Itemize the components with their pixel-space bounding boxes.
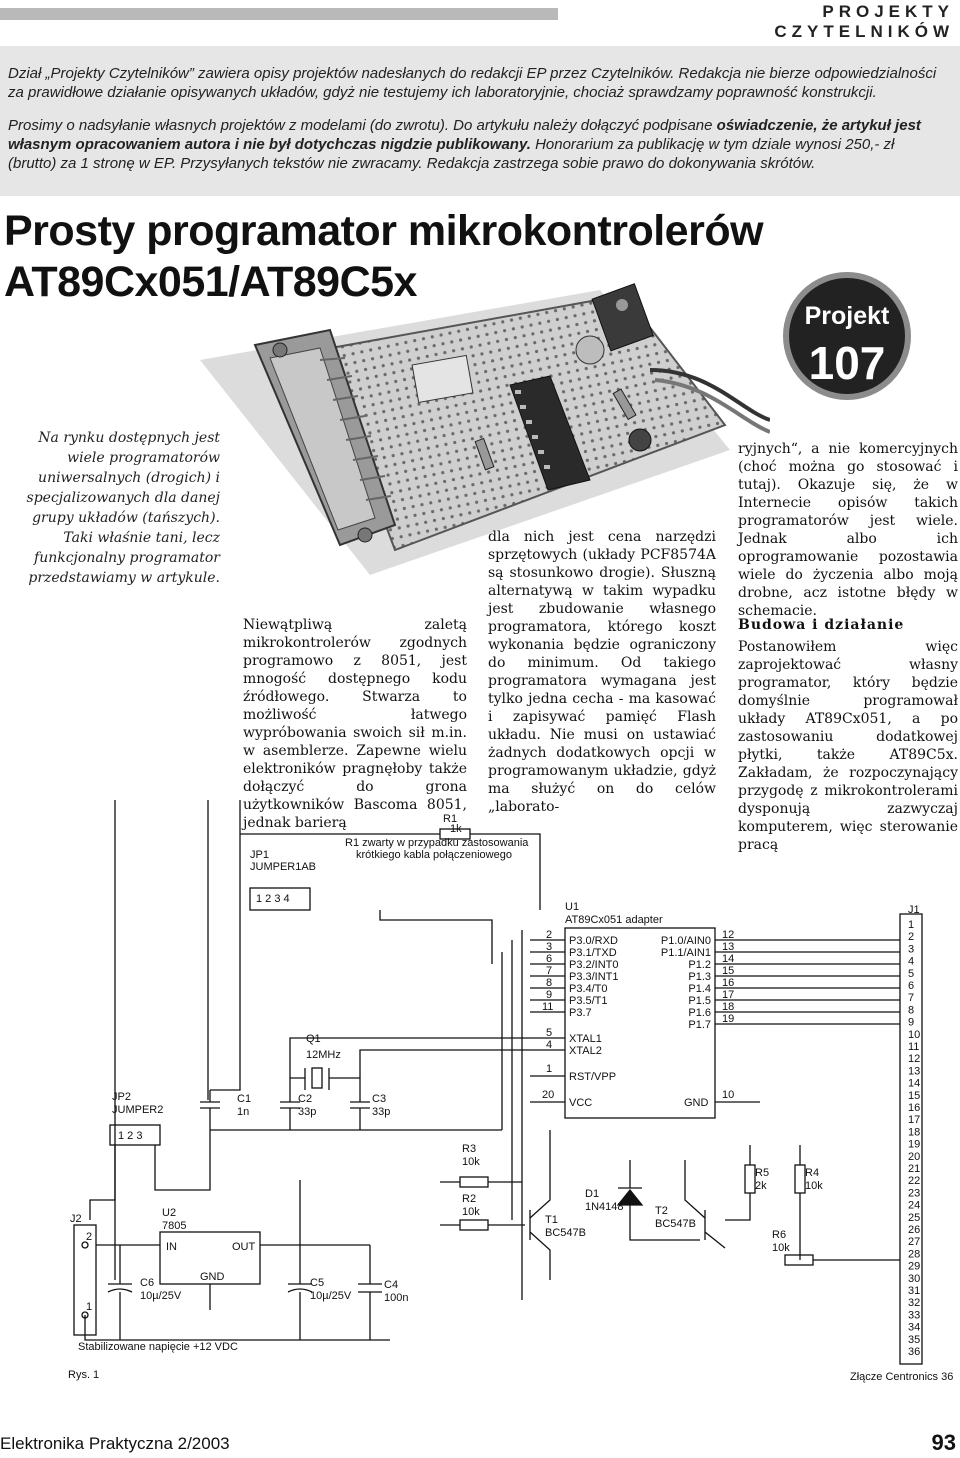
t2-type: BC547B <box>655 1218 696 1230</box>
j1-pin-label: 31 <box>908 1285 921 1297</box>
c4-value: 100n <box>384 1292 409 1304</box>
page-number: 93 <box>931 1430 956 1455</box>
r1-note-1: R1 zwarty w przypadku zastosowania <box>345 837 529 849</box>
u1-left-pins <box>542 929 553 1013</box>
c1-value: 1n <box>237 1106 250 1118</box>
j1-pin-label: 13 <box>908 1065 921 1078</box>
c3-value: 33p <box>372 1106 391 1118</box>
u1-pin-10: 10 <box>722 1089 735 1101</box>
intro-text-a: Prosimy o nadsyłanie własnych projektów z modelami (do zwrotu). Do artykułu należy dołączyć podpisane <box>8 117 717 134</box>
r6-name: R6 <box>772 1229 787 1241</box>
u1-pin-19: 19 <box>722 1013 735 1025</box>
c2-value: 33p <box>298 1106 317 1118</box>
j1-pin-label: 12 <box>908 1053 921 1066</box>
jp2-type: JUMPER2 <box>112 1104 164 1116</box>
lead-paragraph: Na rynku dostępnych jest wiele programatorów uniwersalnych (drogich) i specjalizowanych dla danej grupy układów (tańszych). Taki właśnie tani, lecz funkcjonalny programator przedstawiamy w artykule. <box>26 430 220 586</box>
t1-type: BC547B <box>545 1227 586 1239</box>
supply-note: Stabilizowane napięcie +12 VDC <box>78 1341 238 1353</box>
jp1-name: JP1 <box>250 849 269 861</box>
article-column-2: Niewątpliwą zaletą mikrokontrolerów zgodnych programowo z 8051, jest mnogość dostępnego kodu źródłowego. Stwarza to możliwość łatwego wypróbowania swoich sił m.in. w asemblerze. Zapewne wielu elektroników pragnęłoby także dołączyć do grona użytkowników Bascoma 8051, jednak barierą <box>243 617 467 831</box>
u1-pin-2: 2 <box>546 929 553 941</box>
u1-pin-20: 20 <box>542 1089 555 1101</box>
u1-pin-16: 16 <box>722 977 735 989</box>
u1-pin-1: 1 <box>546 1063 553 1075</box>
t2-name: T2 <box>655 1205 668 1217</box>
u1-right-pins <box>722 929 734 1025</box>
figure-label: Rys. 1 <box>68 1369 100 1381</box>
c4-name: C4 <box>384 1279 399 1291</box>
c5-value: 10µ/25V <box>310 1290 352 1302</box>
u1-label-xtal1: XTAL1 <box>569 1033 602 1045</box>
j1-pin-label: 7 <box>908 992 915 1005</box>
u1-right-labels <box>661 935 711 1031</box>
r1-note-2: krótkiego kabla połączeniowego <box>356 849 512 861</box>
j1-pin-label: 8 <box>908 1004 915 1017</box>
j1-pin-label: 25 <box>908 1211 921 1224</box>
j1-pin-label: 3 <box>908 943 915 956</box>
project-badge <box>783 272 911 400</box>
j1-pin-label: 32 <box>908 1297 921 1310</box>
u1-label-p37: P3.7 <box>569 1007 592 1019</box>
j1-pin-label: 6 <box>908 980 915 992</box>
u1-pin-7: 7 <box>546 965 553 977</box>
jp2-pins: 1 2 3 <box>118 1130 143 1142</box>
j1-pin-label: 9 <box>908 1016 915 1029</box>
u1-pin-15: 15 <box>722 965 735 977</box>
j1-pin-label: 34 <box>908 1321 921 1334</box>
u1-pin-12: 12 <box>722 929 735 941</box>
u1-label-p33: P3.3/INT1 <box>569 971 619 983</box>
intro-text-c: Honorarium za publikację w tym dziale wynosi 250,- zł (brutto) za 1 stronę w EP. Przysyłanych tekstów nie zwracamy. Redakcja zastrzega sobie prawo do dokonywania skrótów. <box>8 136 895 172</box>
r4-value: 10k <box>805 1180 823 1192</box>
j1-pin-label: 4 <box>908 955 915 968</box>
j1-pin-label: 16 <box>908 1102 921 1114</box>
u1-left-labels <box>569 935 619 1019</box>
j2-name: J2 <box>70 1213 82 1225</box>
q1-name: Q1 <box>306 1033 321 1045</box>
u1-pin-18: 18 <box>722 1001 735 1013</box>
j1-pin-label: 19 <box>908 1138 921 1151</box>
u1-label-p11: P1.1/AIN1 <box>660 947 711 959</box>
d1-type: 1N4148 <box>585 1201 624 1213</box>
d1-name: D1 <box>585 1188 600 1200</box>
j1-pin-label: 27 <box>908 1236 921 1249</box>
j1-pin-label: 14 <box>908 1077 921 1090</box>
section-header: PROJEKTY CZYTELNIKÓW <box>774 2 954 41</box>
r2-value: 10k <box>462 1206 480 1218</box>
j1-pin-label: 20 <box>908 1150 921 1163</box>
project-badge-label: Projekt <box>804 302 890 330</box>
u1-pin-6: 6 <box>546 953 553 965</box>
c5-name: C5 <box>310 1277 325 1289</box>
j1-pin-label: 35 <box>908 1333 921 1346</box>
j1-pin-label: 1 <box>908 919 915 931</box>
j1-pin-labels <box>908 919 920 1358</box>
u1-label-p13: P1.3 <box>688 971 711 983</box>
u1-label-p30: P3.0/RXD <box>569 935 618 947</box>
u1-label-p32: P3.2/INT0 <box>569 959 619 971</box>
j1-pin-label: 17 <box>908 1114 921 1127</box>
j1-pin-label: 23 <box>908 1187 921 1200</box>
header-bar <box>0 8 558 20</box>
connector-note: Złącze Centronics 36 <box>850 1371 954 1383</box>
footer-magazine: Elektronika Praktyczna 2/2003 <box>0 1434 230 1453</box>
j1-pin-label: 10 <box>908 1028 921 1041</box>
u2-name: U2 <box>162 1207 177 1219</box>
u1-label-p34: P3.4/T0 <box>569 983 608 995</box>
u1-label-p31: P3.1/TXD <box>569 947 617 959</box>
j1-pin-label: 29 <box>908 1260 921 1273</box>
article-title: Prosty programator mikrokontrolerów <box>4 207 764 255</box>
u1-pin-4: 4 <box>546 1039 553 1051</box>
j2-pin-2: 2 <box>86 1231 93 1243</box>
u1-label-p14: P1.4 <box>688 983 711 995</box>
j1-pin-label: 15 <box>908 1089 921 1102</box>
r2-name: R2 <box>462 1193 477 1205</box>
r6-value: 10k <box>772 1242 790 1254</box>
q1-value: 12MHz <box>306 1049 341 1061</box>
u1-label-p17: P1.7 <box>688 1019 711 1031</box>
u1-pin-11: 11 <box>542 1001 554 1013</box>
r1-value: 1k <box>450 823 462 835</box>
j1-pin-label: 30 <box>908 1272 921 1285</box>
intro-paragraph-1: Dział „Projekty Czytelników” zawiera opisy projektów nadesłanych do redakcji EP przez Czytelników. Redakcja nie bierze odpowiedzialności za prawidłowe działanie opisywanych układów, gdyż nie testujemy ich laboratoryjnie, chociaż sprawdzamy poprawność konstrukcji. <box>8 65 937 101</box>
j1-pin-label: 21 <box>908 1163 921 1175</box>
jp1-pins: 1 2 3 4 <box>256 893 290 905</box>
circuit-schematic <box>60 800 960 1390</box>
u1-pin-8: 8 <box>546 977 553 989</box>
project-badge-number: 107 <box>808 337 886 389</box>
r1-name: R1 <box>443 813 458 825</box>
u1-pin-3: 3 <box>546 941 553 953</box>
c2-name: C2 <box>298 1093 313 1105</box>
u1-label-p35: P3.5/T1 <box>569 995 608 1007</box>
c3-name: C3 <box>372 1093 387 1105</box>
j1-pin-label: 24 <box>908 1199 921 1212</box>
u1-pin-17: 17 <box>722 989 735 1001</box>
j1-name: J1 <box>908 904 920 916</box>
article-subtitle: AT89Cx051/AT89C5x <box>4 258 417 306</box>
j1-pin-label: 33 <box>908 1309 921 1322</box>
j1-pin-label: 36 <box>908 1346 921 1358</box>
u1-type: AT89Cx051 adapter <box>565 914 663 926</box>
r3-value: 10k <box>462 1156 480 1168</box>
section-heading: Budowa i działanie <box>738 617 905 633</box>
u1-label-xtal2: XTAL2 <box>569 1045 602 1057</box>
jp2-name: JP2 <box>112 1091 131 1103</box>
u1-pin-5: 5 <box>546 1027 553 1039</box>
j1-pin-label: 2 <box>908 931 915 944</box>
c6-value: 10µ/25V <box>140 1290 182 1302</box>
c1-name: C1 <box>237 1093 252 1105</box>
r5-value: 2k <box>755 1180 767 1192</box>
j1-pin-label: 28 <box>908 1248 921 1261</box>
j1-pin-label: 26 <box>908 1224 921 1236</box>
u1-pin-9: 9 <box>546 989 553 1001</box>
u1-label-rst: RST/VPP <box>569 1071 617 1083</box>
t1-name: T1 <box>545 1214 558 1226</box>
u1-label-p12: P1.2 <box>688 959 711 971</box>
u1-label-p16: P1.6 <box>688 1007 711 1019</box>
j2-pin-1: 1 <box>86 1301 93 1313</box>
article-column-4b: Postanowiłem więc zaprojektować własny programator, który będzie domyślnie programował układy AT89Cx051, a po zastosowaniu dodatkowej płytki, także AT89C5x. Zakładam, że rozpoczynający przygodę z mikrokontrolerami dysponują zazwyczaj komputerem, więc sterowanie pracą <box>738 639 958 853</box>
u2-in: IN <box>166 1241 177 1253</box>
j1-pin-label: 22 <box>908 1175 921 1188</box>
j1-pin-label: 11 <box>908 1041 920 1053</box>
u1-pin-13: 13 <box>722 941 735 953</box>
u1-label-p10: P1.0/AIN0 <box>660 935 711 947</box>
u1-name: U1 <box>565 901 580 913</box>
c6-name: C6 <box>140 1277 155 1289</box>
intro-paragraph-2 <box>8 116 944 173</box>
u2-gnd: GND <box>200 1271 225 1283</box>
u2-out: OUT <box>232 1241 256 1253</box>
u1-label-vcc: VCC <box>569 1097 593 1109</box>
r4-name: R4 <box>805 1167 820 1179</box>
intro-text-bold: oświadczenie, że artykuł jest własnym opracowaniem autora i nie był dotychczas nigdzie publikowany. <box>8 117 921 153</box>
r5-name: R5 <box>755 1167 770 1179</box>
jp1-type: JUMPER1AB <box>250 861 317 873</box>
u1-label-p15: P1.5 <box>688 995 711 1007</box>
j1-pin-label: 5 <box>908 967 915 980</box>
article-column-4: ryjnych“, a nie komercyjnych (choć można go stosować i tutaj). Okazuje się, że w Internecie opisów takich programatorów jest wiele. Jednak albo ich oprogramowanie pozostawia wiele do życzenia albo moją drobne, acz istotne błędy w schemacie. <box>738 441 958 619</box>
article-column-3: dla nich jest cena narzędzi sprzętowych (układy PCF8574A są stosunkowo drogie). Słuszną alternatywą w takim wypadku jest zbudowanie własnego programatora, którego koszt wykonania będzie ograniczony do minimum. Od takiego programatora wymagana jest tylko jedna cecha - ma kasować i zapisywać pamięć Flash układu. Nie musi on ustawiać żadnych dodatkowych opcji w programowanym układzie, gdyż ma służyć on do celów „laborato- <box>488 529 716 815</box>
r3-name: R3 <box>462 1143 477 1155</box>
u1-pin-14: 14 <box>722 953 735 965</box>
j1-pin-label: 18 <box>908 1126 921 1139</box>
u2-type: 7805 <box>162 1220 187 1232</box>
u1-label-gnd: GND <box>684 1097 709 1109</box>
